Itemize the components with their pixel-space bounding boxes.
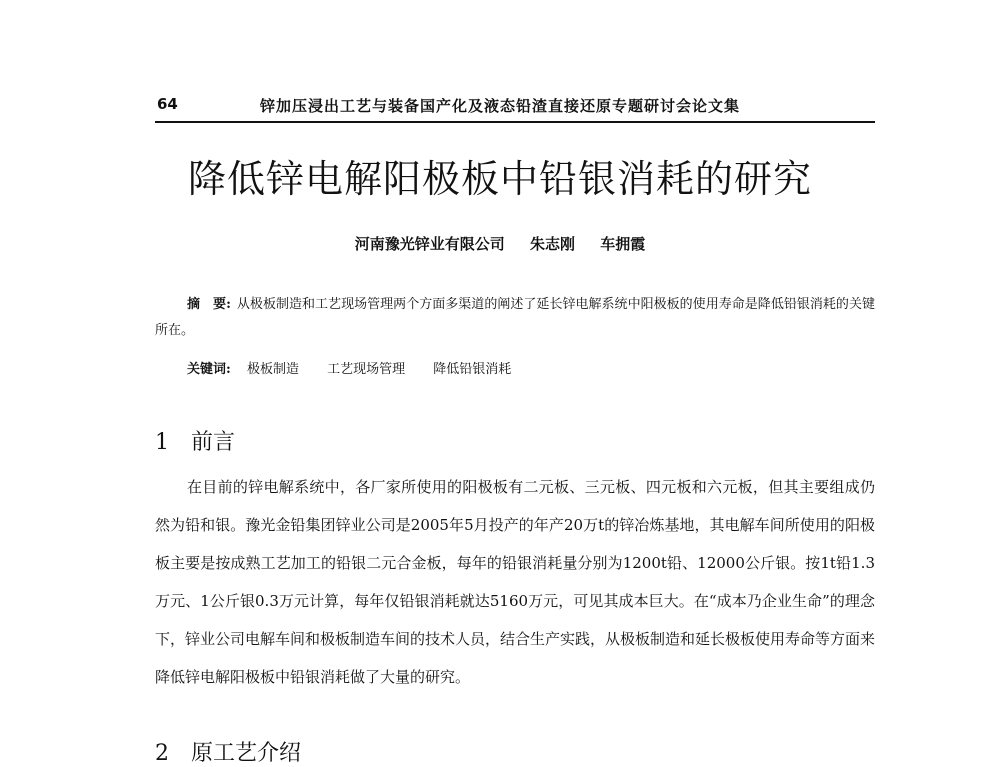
paragraph: 在目前的锌电解系统中，各厂家所使用的阳极板有二元板、三元板、四元板和六元板，但其主要组成仍然为铅和银。豫光金铅集团锌业公司是2005年5月投产的年产20万t的锌冶炼基地，其电解车间所使用的阳极板主要是按成熟工艺加工的铅银二元合金板，每年的铅银消耗量分别为1200t铅、12000公斤银。按1t铅1.3万元、1公斤银0.3万元计算，每年仅铅银消耗就达5160万元，可见其成本巨大。在“成本乃企业生命”的理念下，锌业公司电解车间和极板制造车间的技术人员，结合生产实践，从极板制造和延长极板使用寿命等方面来降低锌电解阳极板中铅银消耗做了大量的研究。 xyxy=(155,478,876,686)
section-number: 1 xyxy=(155,430,169,455)
author-name: 车拥霞 xyxy=(600,235,646,253)
abstract-text: 从极板制造和工艺现场管理两个方面多渠道的阐述了延长锌电解系统中阳极板的使用寿命是降低铅银消耗的关键所在。 xyxy=(155,297,875,338)
section-body xyxy=(155,468,875,696)
author-line xyxy=(0,233,1000,254)
abstract-label: 摘 要: xyxy=(187,297,231,312)
section-title: 原工艺介绍 xyxy=(191,741,302,766)
page-number: 64 xyxy=(157,95,178,113)
keyword: 极板制造 xyxy=(246,362,299,377)
section-heading xyxy=(155,425,235,456)
journal-title: 锌加压浸出工艺与装备国产化及液态铅渣直接还原专题研讨会论文集 xyxy=(260,97,741,115)
author-name: 朱志刚 xyxy=(529,235,575,253)
affiliation: 河南豫光锌业有限公司 xyxy=(354,235,505,253)
abstract xyxy=(155,292,875,344)
keywords xyxy=(187,358,523,377)
section-title: 前言 xyxy=(191,430,236,455)
paper-title: 降低锌电解阳极板中铅银消耗的研究 xyxy=(187,157,812,201)
section-heading xyxy=(155,736,301,767)
running-header xyxy=(155,93,875,123)
keyword: 工艺现场管理 xyxy=(327,362,406,377)
keyword: 降低铅银消耗 xyxy=(433,362,512,377)
keywords-label: 关键词: xyxy=(187,362,231,377)
section-number: 2 xyxy=(155,741,169,766)
